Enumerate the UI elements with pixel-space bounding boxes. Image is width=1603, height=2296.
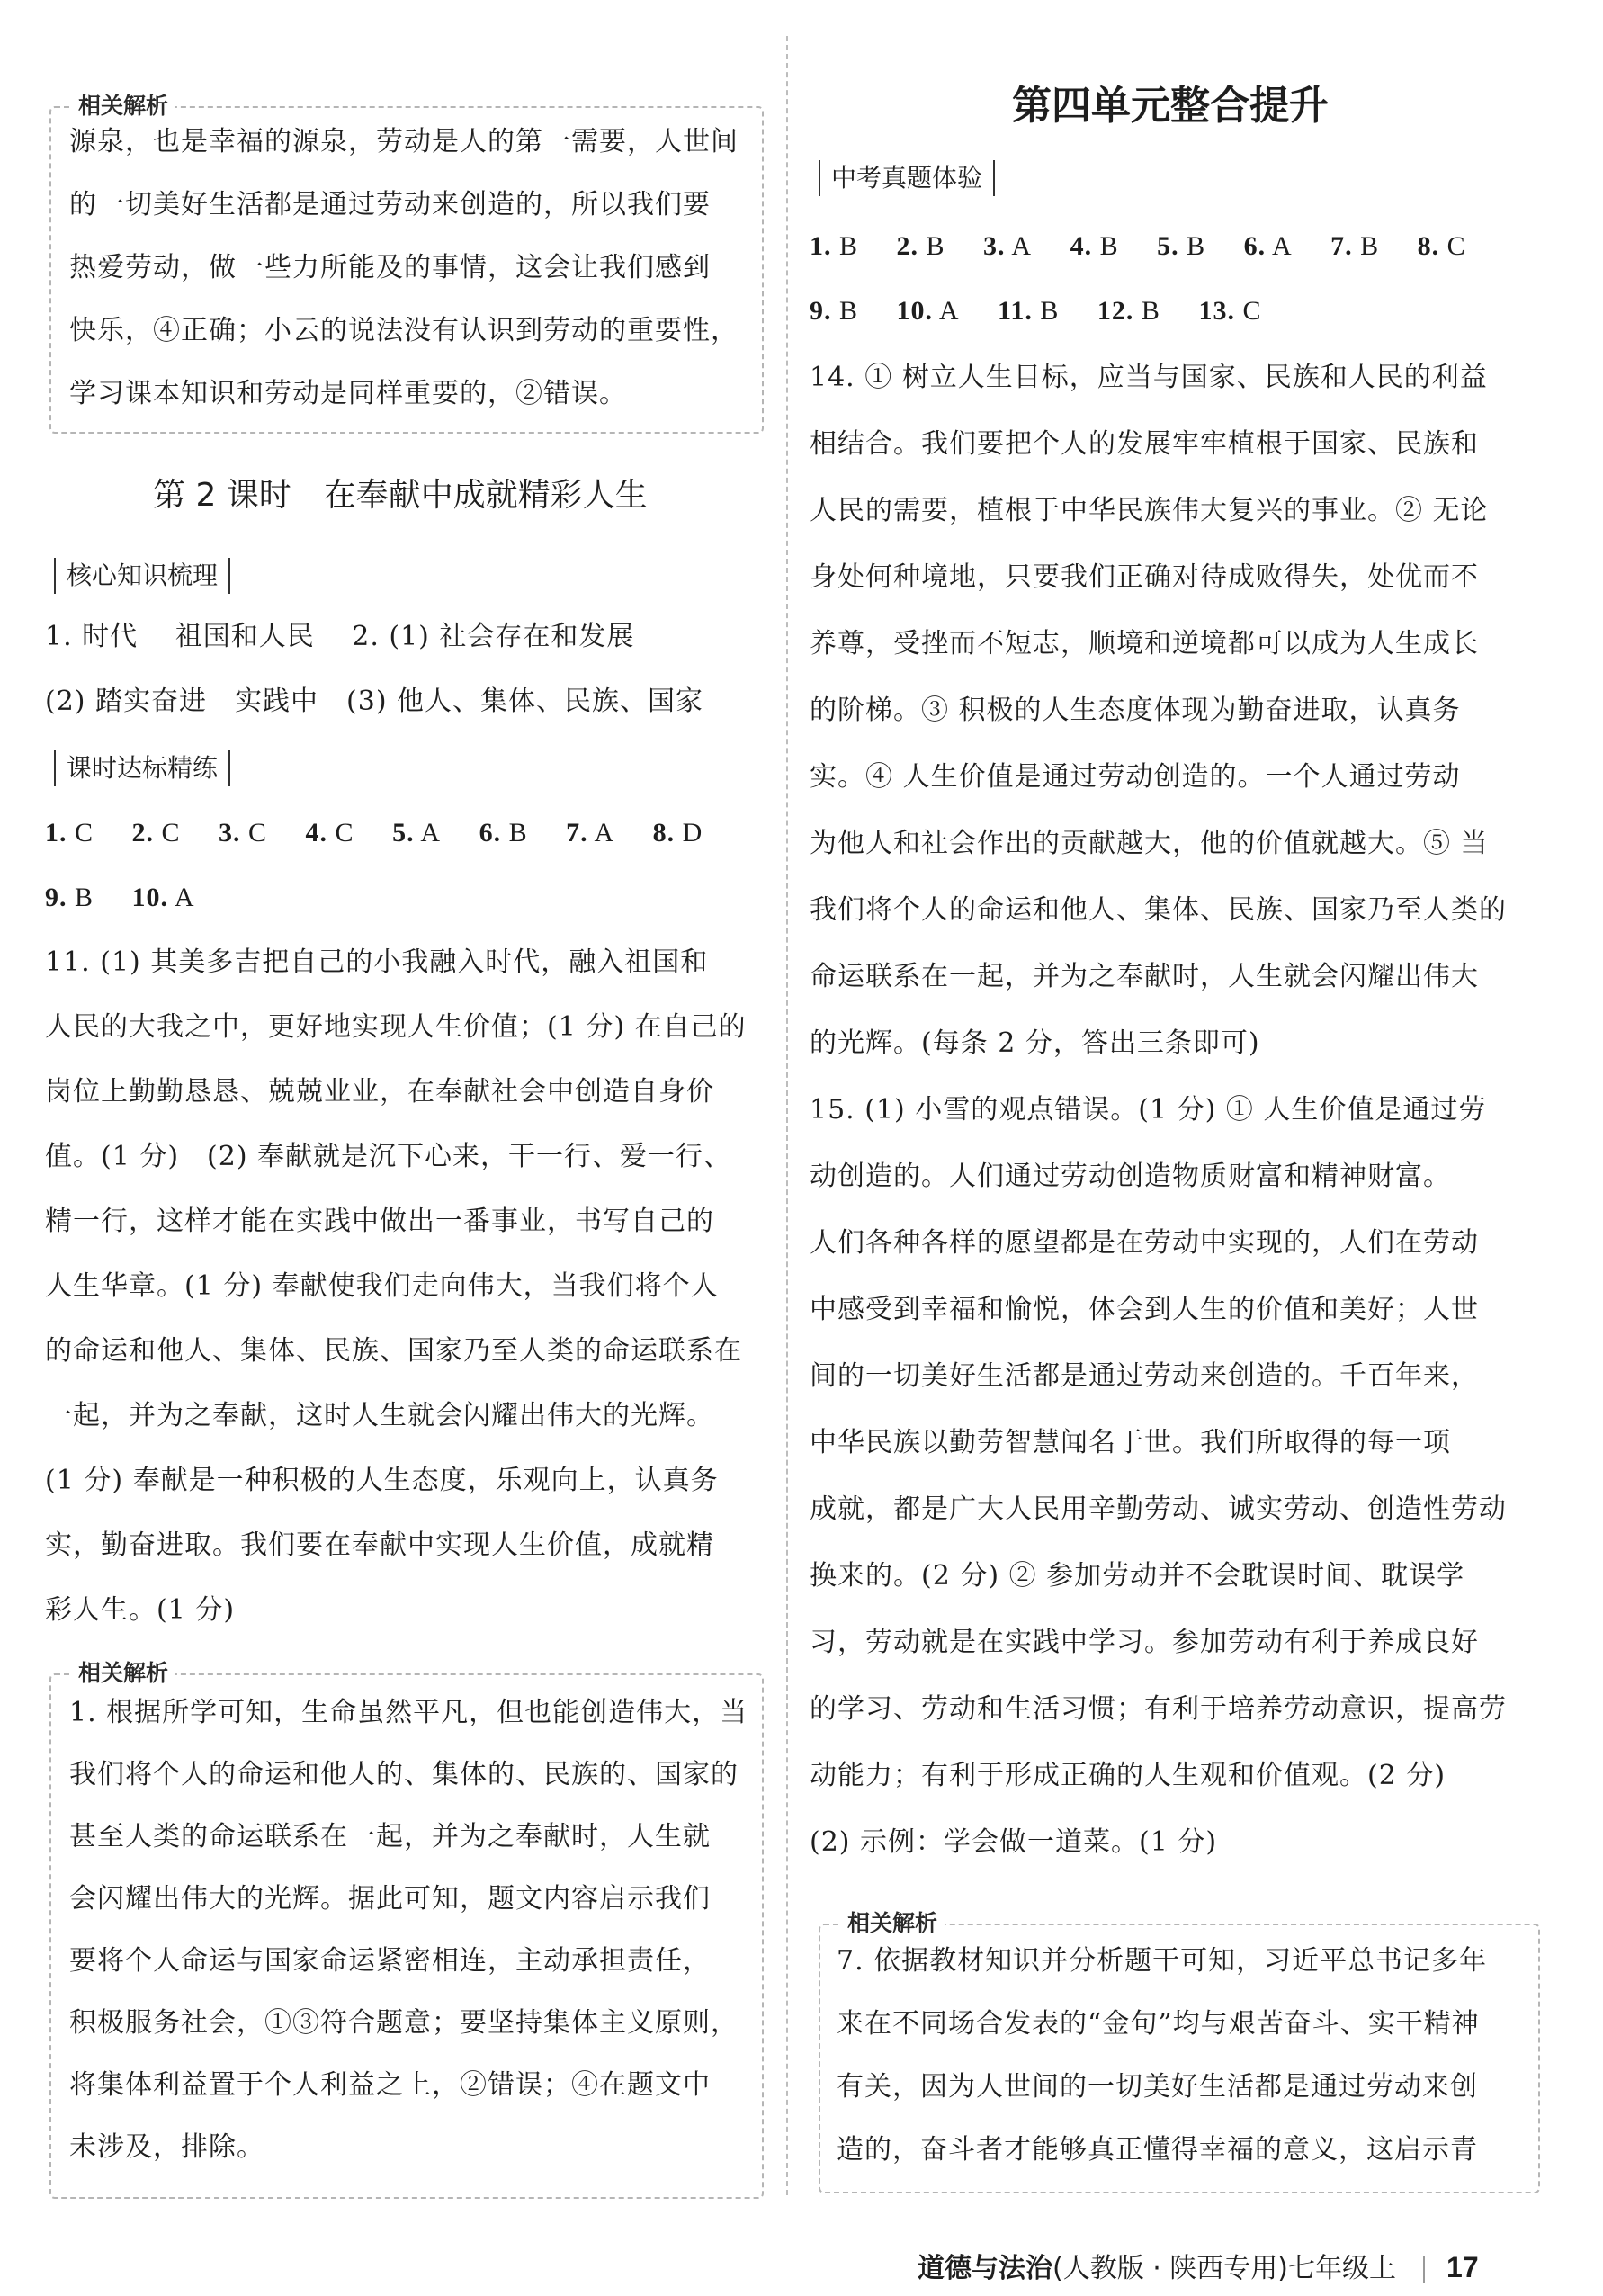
- analysis-line: 会闪耀出伟大的光辉。据此可知，题文内容启示我们: [69, 1883, 711, 1915]
- unit-title: 第四单元整合提升: [1012, 83, 1329, 129]
- text-line: 习，劳动就是在实践中学习。参加劳动有利于养成良好: [810, 1627, 1479, 1658]
- text-line: 的命运和他人、集体、民族、国家乃至人类的命运联系在: [45, 1335, 742, 1367]
- text-line: 的阶梯。③ 积极的人生态度体现为勤奋进取，认真务: [810, 695, 1461, 726]
- text-line: (1 分) 奉献是一种积极的人生态度，乐观向上，认真务: [45, 1465, 719, 1496]
- text-line: 中华民族以勤劳智慧闻名于世。我们所取得的每一项: [810, 1427, 1451, 1458]
- analysis-line: 1. 根据所学可知，生命虽然平凡，但也能创造伟大，当: [69, 1697, 748, 1728]
- analysis-line: 的一切美好生活都是通过劳动来创造的，所以我们要: [69, 189, 711, 220]
- analysis-line: 源泉，也是幸福的源泉，劳动是人的第一需要，人世间: [69, 126, 739, 157]
- analysis-line: 甚至人类的命运联系在一起，并为之奉献时，人生就: [69, 1821, 711, 1852]
- analysis-box-3: [819, 1910, 1540, 2193]
- analysis-line: 有关，因为人世间的一切美好生活都是通过劳动来创: [837, 2071, 1478, 2103]
- footer-grade: 七年级上: [1288, 2253, 1397, 2284]
- text-line: 人生华章。(1 分) 奉献使我们走向伟大，当我们将个人: [45, 1270, 719, 1302]
- section-heading-core: 核心知识梳理: [54, 558, 230, 594]
- text-line: 动创造的。人们通过劳动创造物质财富和精神财富。: [810, 1161, 1451, 1192]
- analysis-label: 相关解析: [71, 1660, 175, 1687]
- text-line: 中感受到幸福和愉悦，体会到人生的价值和美好；人世: [810, 1294, 1479, 1325]
- analysis-box-2: [49, 1660, 764, 2199]
- core-line: (2) 踏实奋进 实践中 (3) 他人、集体、民族、国家: [45, 686, 704, 717]
- analysis-line: 造的，奋斗者才能够真正懂得幸福的意义，这启示青: [837, 2134, 1478, 2166]
- text-line: 间的一切美好生活都是通过劳动来创造的。千百年来，: [810, 1360, 1479, 1392]
- text-line: 彩人生。(1 分): [45, 1594, 236, 1626]
- analysis-line: 快乐，④正确；小云的说法没有认识到劳动的重要性，: [69, 315, 739, 346]
- text-line: 的学习、劳动和生活习惯；有利于培养劳动意识，提高劳: [810, 1693, 1507, 1725]
- analysis-line: 要将个人命运与国家命运紧密相连，主动承担责任，: [69, 1945, 711, 1977]
- text-line: 身处何种境地，只要我们正确对待成败得失，处优而不: [810, 561, 1479, 593]
- page-footer: [918, 2249, 1574, 2285]
- text-line: 岗位上勤勤恳恳、兢兢业业，在奉献社会中创造自身价: [45, 1076, 714, 1108]
- text-line: 人民的需要，植根于中华民族伟大复兴的事业。② 无论: [810, 495, 1489, 526]
- analysis-line: 积极服务社会，①③符合题意；要坚持集体主义原则，: [69, 2007, 739, 2039]
- analysis-line: 热爱劳动，做一些力所能及的事情，这会让我们感到: [69, 252, 711, 283]
- analysis-label: 相关解析: [71, 93, 175, 120]
- analysis-line: 来在不同场合发表的“金句”均与艰苦奋斗、实干精神: [837, 2008, 1480, 2040]
- analysis-line: 将集体利益置于个人利益之上，②错误；④在题文中: [69, 2069, 711, 2101]
- text-line: 一起，并为之奉献，这时人生就会闪耀出伟大的光辉。: [45, 1400, 714, 1431]
- footer-book-title: 道德与法治: [918, 2253, 1052, 2284]
- text-line: 我们将个人的命运和他人、集体、民族、国家乃至人类的: [810, 894, 1507, 926]
- text-line: 养尊，受挫而不短志，顺境和逆境都可以成为人生成长: [810, 628, 1479, 659]
- analysis-line: 学习课本知识和劳动是同样重要的，②错误。: [69, 378, 627, 409]
- column-divider: [786, 36, 788, 2195]
- analysis-line: 我们将个人的命运和他人的、集体的、民族的、国家的: [69, 1759, 739, 1790]
- section-heading-practice: 课时达标精练: [54, 750, 230, 786]
- text-line: 换来的。(2 分) ② 参加劳动并不会耽误时间、耽误学: [810, 1560, 1465, 1592]
- analysis-label: 相关解析: [840, 1910, 945, 1937]
- text-line: 值。(1 分) (2) 奉献就是沉下心来，干一行、爱一行、: [45, 1141, 732, 1172]
- analysis-line: 未涉及，排除。: [69, 2131, 264, 2163]
- analysis-box-1: [49, 93, 764, 434]
- lesson-title: 第 2 课时 在奉献中成就精彩人生: [153, 477, 648, 514]
- text-line: 相结合。我们要把个人的发展牢牢植根于国家、民族和: [810, 428, 1479, 460]
- text-line: 人民的大我之中，更好地实现人生价值；(1 分) 在自己的: [45, 1011, 747, 1043]
- text-line: 命运联系在一起，并为之奉献时，人生就会闪耀出伟大: [810, 961, 1479, 992]
- text-line: 的光辉。(每条 2 分，答出三条即可): [810, 1027, 1260, 1059]
- answer-row: 1. B 2. B 3. A 4. B 5. B 6. A 7. B 8. C: [810, 231, 1466, 261]
- text-line: 动能力；有利于形成正确的人生观和价值观。(2 分): [810, 1760, 1446, 1791]
- core-line: 1. 时代 祖国和人民 2. (1) 社会存在和发展: [45, 621, 635, 652]
- analysis-line: 7. 依据教材知识并分析题干可知，习近平总书记多年: [837, 1945, 1488, 1977]
- answer-row: 1. C 2. C 3. C 4. C 5. A 6. B 7. A 8. D: [45, 818, 703, 848]
- text-line: 14. ① 树立人生目标，应当与国家、民族和人民的利益: [810, 362, 1488, 393]
- text-line: (2) 示例：学会做一道菜。(1 分): [810, 1826, 1218, 1858]
- text-line: 15. (1) 小雪的观点错误。(1 分) ① 人生价值是通过劳: [810, 1094, 1487, 1126]
- text-line: 为他人和社会作出的贡献越大，他的价值就越大。⑤ 当: [810, 828, 1489, 859]
- footer-edition: (人教版 · 陕西专用): [1052, 2253, 1289, 2284]
- text-line: 实，勤奋进取。我们要在奉献中实现人生价值，成就精: [45, 1529, 714, 1561]
- answer-row: 9. B 10. A: [45, 883, 195, 912]
- text-line: 精一行，这样才能在实践中做出一番事业，书写自己的: [45, 1206, 714, 1237]
- text-line: 人们各种各样的愿望都是在劳动中实现的，人们在劳动: [810, 1227, 1479, 1259]
- text-line: 实。④ 人生价值是通过劳动创造的。一个人通过劳动: [810, 761, 1461, 793]
- section-heading-exam: 中考真题体验: [819, 160, 995, 196]
- page-number: 17: [1446, 2251, 1479, 2283]
- answer-row: 9. B 10. A 11. B 12. B 13. C: [810, 296, 1262, 326]
- text-line: 11. (1) 其美多吉把自己的小我融入时代，融入祖国和: [45, 946, 709, 978]
- text-line: 成就，都是广大人民用辛勤劳动、诚实劳动、创造性劳动: [810, 1493, 1507, 1525]
- footer-separator: [1423, 2256, 1425, 2283]
